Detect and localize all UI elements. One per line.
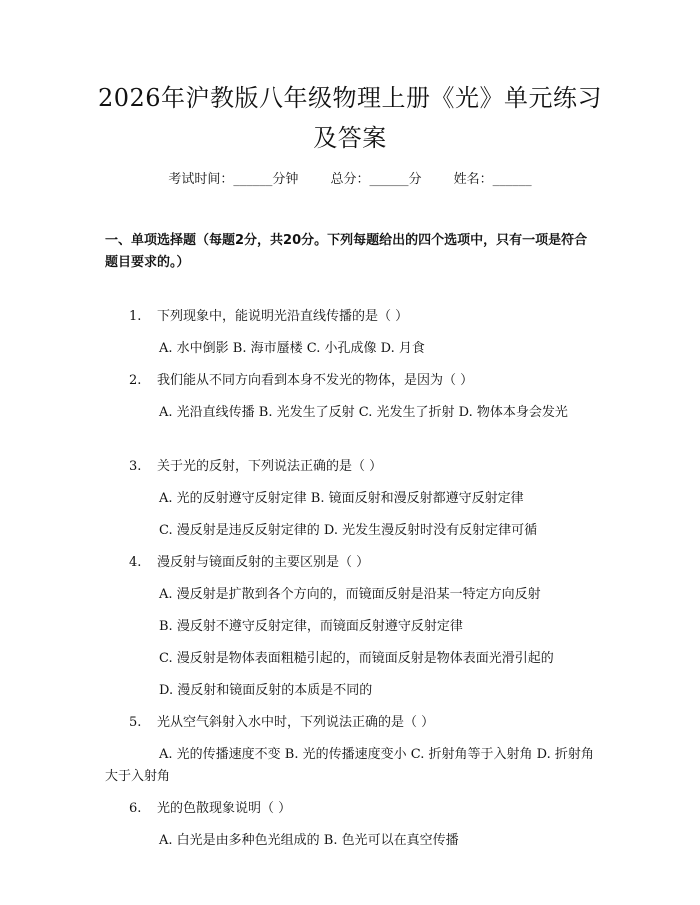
question-number: 6. [129,801,142,816]
question-text: 我们能从不同方向看到本身不发光的物体，是因为（ ） [157,373,474,388]
question-stem [105,370,595,392]
question-stem [105,712,595,734]
question-options: C. 漫反射是违反反射定律的 D. 光发生漫反射时没有反射定律可循 [159,523,538,538]
exam-score: 总分：______分 [330,172,422,187]
question-options: B. 漫反射不遵守反射定律，而镜面反射遵守反射定律 [159,619,463,634]
question-options: A. 光的反射遵守反射定律 B. 镜面反射和漫反射都遵守反射定律 [159,491,524,506]
question-text: 漫反射与镜面反射的主要区别是（ ） [157,555,370,570]
question-text: 关于光的反射，下列说法正确的是（ ） [157,459,383,474]
question-number: 3. [129,459,142,474]
question-options: A. 白光是由多种色光组成的 B. 色光可以在真空传播 [159,833,459,848]
question-number: 1. [129,309,142,324]
question-text: 下列现象中，能说明光沿直线传播的是（ ） [157,309,409,324]
question-options: A. 水中倒影 B. 海市蜃楼 C. 小孔成像 D. 月食 [159,341,425,356]
question-options: A. 漫反射是扩散到各个方向的，而镜面反射是沿某一特定方向反射 [159,587,541,602]
question-options: A. 光的传播速度不变 B. 光的传播速度变小 C. 折射角等于入射角 D. 折射角大于入射角 [105,747,594,784]
document-title: 2026年沪教版八年级物理上册《光》单元练习及答案 [97,84,603,152]
section-heading: 一、单项选择题（每题2分，共20分。下列每题给出的四个选项中，只有一项是符合题目要求的。） [105,233,588,270]
exam-info [0,168,700,187]
question-number: 4. [129,555,142,570]
question-text: 光从空气斜射入水中时，下列说法正确的是（ ） [157,715,435,730]
exam-time: 考试时间：______分钟 [168,172,299,187]
question-text: 光的色散现象说明（ ） [157,801,292,816]
question-stem [105,552,595,574]
question-number: 2. [129,373,142,388]
question-stem [105,798,595,820]
exam-name: 姓名：______ [453,172,532,187]
question-options: C. 漫反射是物体表面粗糙引起的，而镜面反射是物体表面光滑引起的 [159,651,554,666]
question-options: A. 光沿直线传播 B. 光发生了反射 C. 光发生了折射 D. 物体本身会发光 [159,405,568,420]
question-stem [105,456,595,478]
question-options: D. 漫反射和镜面反射的本质是不同的 [159,683,373,698]
question-stem [105,306,595,328]
question-number: 5. [129,715,142,730]
